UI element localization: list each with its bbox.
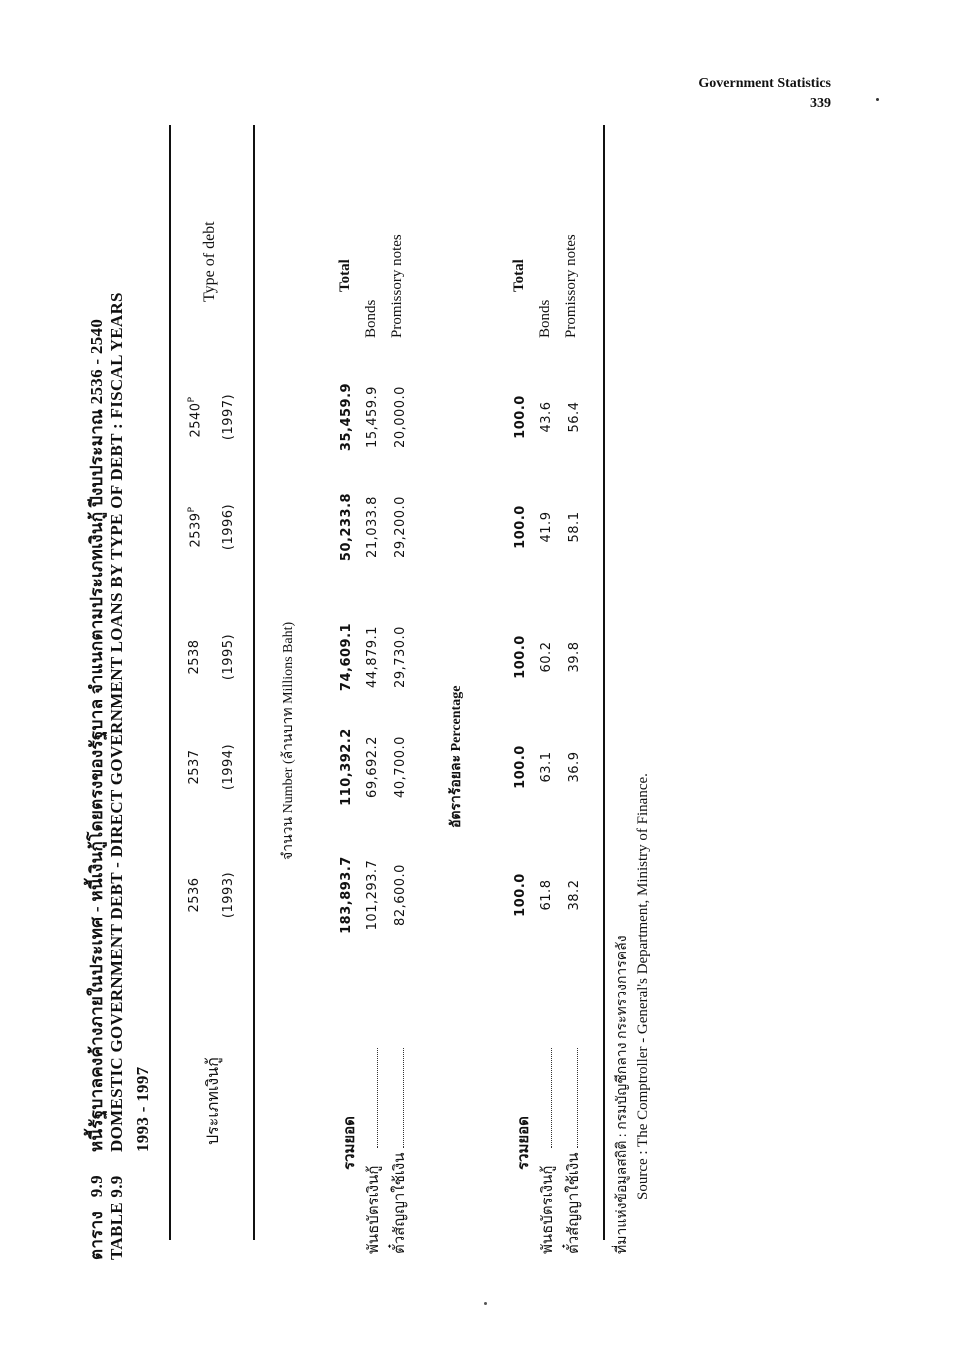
pct-notes-1997: 56.4 [567, 401, 582, 433]
leader-dots [377, 1048, 378, 1148]
pct-total-1997: 100.0 [513, 395, 528, 439]
row-bonds-thai: พันธบัตรเงินกู้ [366, 1165, 382, 1254]
year-be-5-text: 2540 [188, 402, 204, 438]
year-ce-1: (1993) [221, 871, 236, 919]
pct-row-bonds-thai: พันธบัตรเงินกู้ [540, 1165, 556, 1254]
row-notes-thai: ตั๋วสัญญาใช้เงิน [392, 1152, 408, 1254]
leader-dots [577, 1048, 578, 1148]
speck-mark [876, 98, 879, 101]
num-total-1997: 35,459.9 [339, 382, 354, 452]
num-bonds-1995: 44,879.1 [365, 626, 380, 688]
row-notes-english: Promissory notes [389, 234, 405, 338]
pct-notes-1995: 39.8 [567, 641, 582, 673]
table-top-rule [169, 125, 171, 1240]
num-notes-1995: 29,730.0 [393, 626, 408, 688]
num-bonds-1994: 69,692.2 [365, 736, 380, 798]
preliminary-marker: P [187, 506, 197, 513]
pct-row-notes-thai: ตั๋วสัญญาใช้เงิน [566, 1152, 582, 1254]
year-ce-3: (1995) [221, 633, 236, 681]
year-ce-2: (1994) [221, 743, 236, 791]
num-total-1994: 110,392.2 [339, 728, 354, 806]
section-number-label: จำนวน Number (ล้านบาท Millions Baht) [281, 621, 296, 860]
pct-notes-1994: 36.9 [567, 751, 582, 783]
pct-bonds-1995: 60.2 [539, 641, 554, 673]
year-be-1: 2536 [187, 877, 202, 913]
thai-table-number: 9.9 [87, 1175, 106, 1198]
thai-type-header: ประเภทเงินกู้ [205, 1057, 222, 1145]
num-bonds-1997: 15,459.9 [365, 386, 380, 448]
pct-total-1996: 100.0 [513, 505, 528, 549]
leader-dots [551, 1048, 552, 1148]
year-ce-5: (1997) [221, 393, 236, 441]
num-notes-1997: 20,000.0 [393, 386, 408, 448]
pct-row-total-english: Total [511, 259, 527, 292]
speck-mark [484, 1302, 487, 1305]
pct-bonds-1996: 41.9 [539, 511, 554, 543]
table-header-rule [253, 125, 255, 1240]
pct-row-bonds-english: Bonds [537, 299, 553, 338]
num-total-1996: 50,233.8 [339, 492, 354, 562]
year-be-4-text: 2539 [188, 512, 204, 548]
thai-source-note: ที่มาแห่งข้อมูลสถิติ : กรมบัญชีกลาง กระทรวงการคลัง [615, 935, 630, 1254]
num-bonds-1996: 21,033.8 [365, 496, 380, 558]
table-bottom-rule [603, 125, 605, 1240]
year-be-2: 2537 [187, 749, 202, 785]
num-notes-1993: 82,600.0 [393, 864, 408, 926]
pct-bonds-1994: 63.1 [539, 751, 554, 783]
thai-table-label: ตาราง [87, 1210, 106, 1260]
year-be-3: 2538 [187, 639, 202, 675]
english-title-years: 1993 - 1997 [133, 1066, 152, 1152]
header-page-number: 339 [810, 96, 831, 111]
row-bonds-english: Bonds [363, 299, 379, 338]
thai-title [83, 319, 110, 1260]
pct-total-1993: 100.0 [513, 873, 528, 917]
year-be-5 [187, 382, 203, 452]
header-section-title: Government Statistics [698, 76, 831, 91]
num-notes-1994: 40,700.0 [393, 736, 408, 798]
english-title-text: DOMESTIC GOVERNMENT DEBT - DIRECT GOVERNMENT LOANS BY TYPE OF DEBT : FISCAL YEARS [107, 292, 126, 1152]
pct-total-1995: 100.0 [513, 635, 528, 679]
row-total-english: Total [337, 259, 353, 292]
english-type-header: Type of debt [201, 221, 218, 302]
pct-bonds-1997: 43.6 [539, 401, 554, 433]
num-notes-1996: 29,200.0 [393, 496, 408, 558]
rotated-table-page [83, 100, 663, 1260]
pct-row-notes-english: Promissory notes [563, 234, 579, 338]
row-total-thai: รวมยอด [342, 1116, 358, 1170]
english-title [107, 292, 127, 1260]
thai-title-text: หนี้รัฐบาลคงค้างภายในประเทศ - หนี้เงินกู้โดยตรงของรัฐบาล จำแนกตามประเภทเงินกู้ ปีงบประมาณ 2536 - 2540 [87, 318, 106, 1152]
num-bonds-1993: 101,293.7 [365, 859, 380, 931]
pct-notes-1993: 38.2 [567, 879, 582, 911]
section-percentage-label: อัตราร้อยละ Percentage [449, 685, 464, 828]
page-header [698, 74, 831, 114]
pct-bonds-1993: 61.8 [539, 879, 554, 911]
preliminary-marker: P [187, 396, 197, 403]
num-total-1993: 183,893.7 [339, 856, 354, 934]
year-be-4 [187, 492, 203, 562]
pct-notes-1996: 58.1 [567, 511, 582, 543]
english-source-note: Source : The Comptroller - General's Department, Ministry of Finance. [635, 773, 651, 1200]
leader-dots [403, 1048, 404, 1148]
num-total-1995: 74,609.1 [339, 622, 354, 692]
pct-row-total-thai: รวมยอด [516, 1116, 532, 1170]
english-table-label: TABLE 9.9 [107, 1175, 126, 1260]
pct-total-1994: 100.0 [513, 745, 528, 789]
year-ce-4: (1996) [221, 503, 236, 551]
